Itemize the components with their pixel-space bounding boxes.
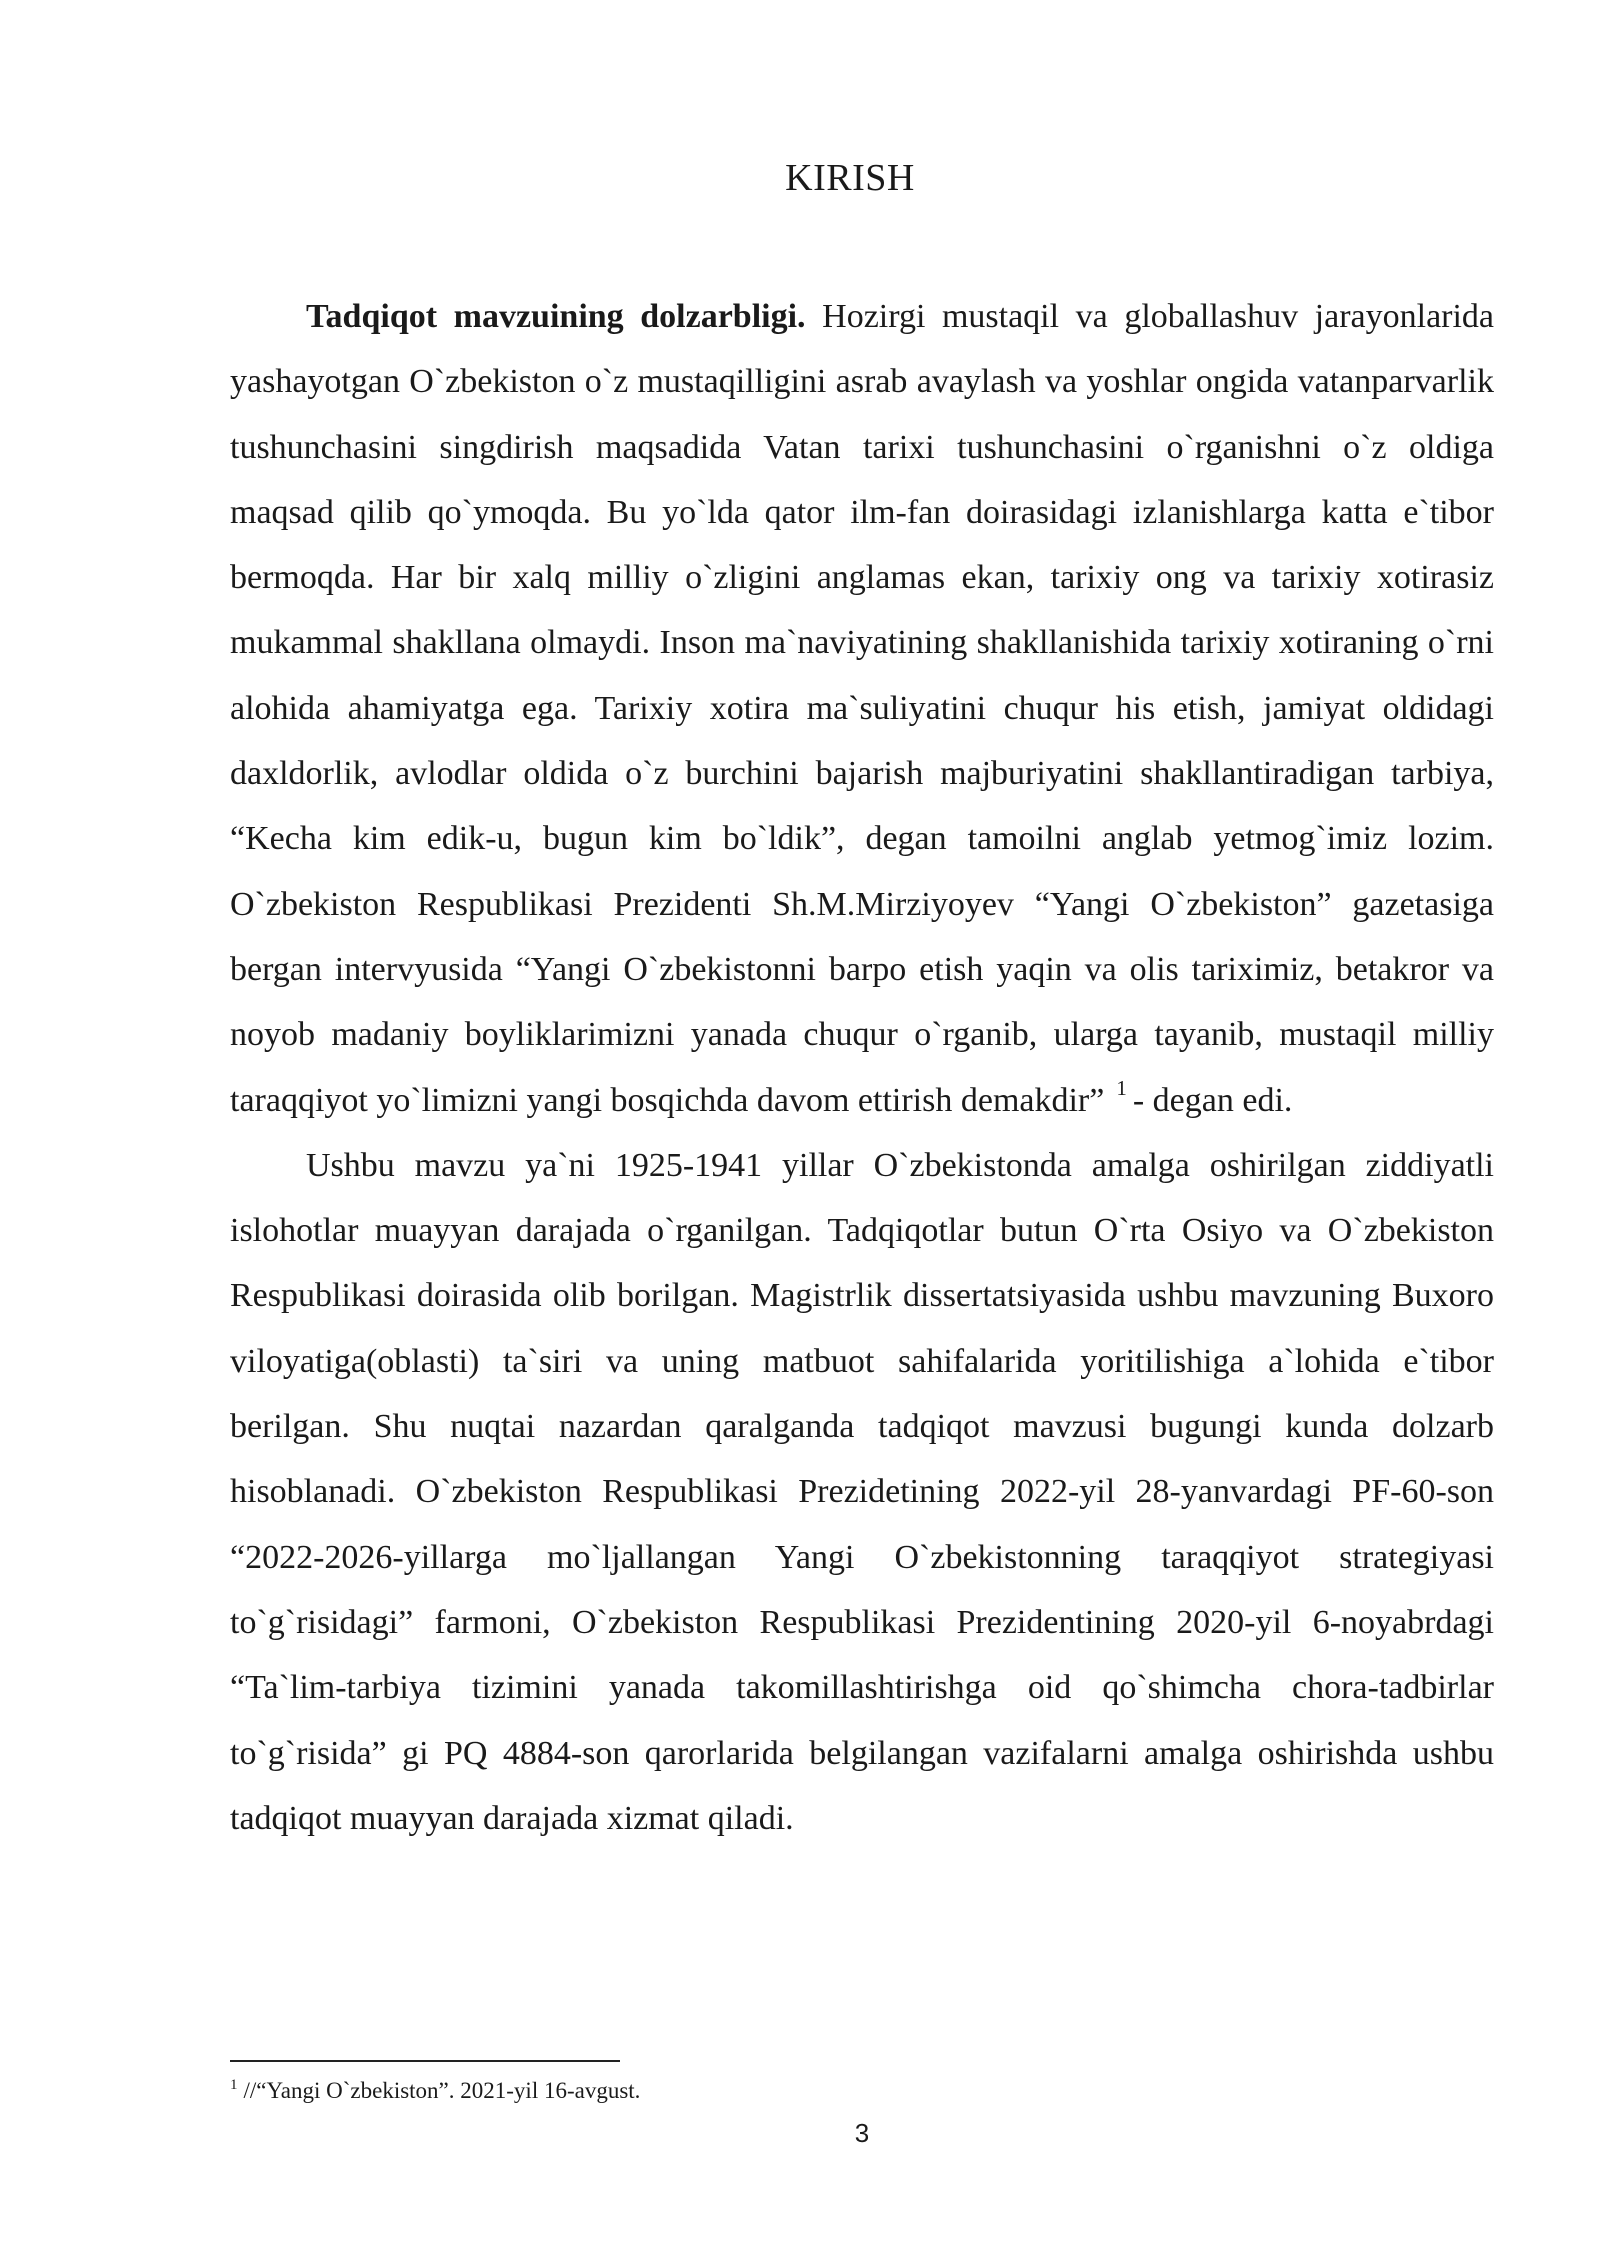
footnote-number: 1	[230, 2077, 238, 2093]
paragraph-text: Hozirgi mustaqil va globallashuv jarayonlarida yashayotgan O`zbekiston o`z mustaqilligini asrab avaylash va yoshlar ongida vatanparvarlik tushunchasini singdirish maqsadida Vatan tarixi tushunchasini o`rganishni o`z oldiga maqsad qilib qo`ymoqda. Bu yo`lda qator ilm-fan doirasidagi izlanishlarga katta e`tibor bermoqda. Har bir xalq milliy o`zligini anglamas ekan, tarixiy ong va tarixiy xotirasiz mukammal shakllana olmaydi. Inson ma`naviyatining shakllanishida tarixiy xotiraning o`rni alohida ahamiyatga ega. Tarixiy xotira ma`suliyatini chuqur his etish, jamiyat oldidagi daxldorlik, avlodlar oldida o`z burchini bajarish majburiyatini shakllantiradigan tarbiya, “Kecha kim edik-u, bugun kim bo`ldik”, degan tamoilni anglab yetmog`imiz lozim. O`zbekiston Respublikasi Prezidenti Sh.M.Mirziyoyev “Yangi O`zbekiston” gazetasiga bergan intervyusida “Yangi O`zbekistonni barpo etish yaqin va olis tariximiz, betakror va noyob madaniy boyliklarimizni yanada chuqur o`rganib, ularga tayanib, mustaqil milliy taraqqiyot yo`limizni yangi bosqichda davom ettirish demakdir”	[230, 298, 1495, 1119]
paragraph-lead: Tadqiqot mavzuining dolzarbligi.	[306, 298, 806, 335]
paragraph-relevance	[230, 284, 1494, 1133]
paragraph-study-scope: Ushbu mavzu ya`ni 1925-1941 yillar O`zbekistonda amalga oshirilgan ziddiyatli islohotlar muayyan darajada o`rganilgan. Tadqiqotlar butun O`rta Osiyo va O`zbekiston Respublikasi doirasida olib borilgan. Magistrlik dissertatsiyasida ushbu mavzuning Buxoro viloyatiga(oblasti) ta`siri va uning matbuot sahifalarida yoritilishiga a`lohida e`tibor berilgan. Shu nuqtai nazardan qaralganda tadqiqot mavzusi bugungi kunda dolzarb hisoblanadi. O`zbekiston Respublikasi Prezidetining 2022-yil 28-yanvardagi PF-60-son “2022-2026-yillarga mo`ljallangan Yangi O`zbekistonning taraqqiyot strategiyasi to`g`risidagi” farmoni, O`zbekiston Respublikasi Prezidentining 2020-yil 6-noyabrdagi “Ta`lim-tarbiya tizimini yanada takomillashtirishga oid qo`shimcha chora-tadbirlar to`g`risida” gi PQ 4884-son qarorlarida belgilangan vazifalarni amalga oshirishda ushbu tadqiqot muayyan darajada xizmat qiladi.	[230, 1146, 1494, 1837]
body-text	[230, 284, 1494, 1851]
footnote	[230, 2076, 640, 2106]
footnote-text: //“Yangi O`zbekiston”. 2021-yil 16-avgust.	[243, 2078, 641, 2103]
footnote-separator	[230, 2060, 620, 2062]
page-number: 3	[854, 2118, 870, 2148]
section-heading: KIRISH	[785, 157, 915, 199]
footnote-reference[interactable]: 1	[1116, 1075, 1127, 1100]
paragraph-tail: - degan edi.	[1132, 1081, 1293, 1119]
